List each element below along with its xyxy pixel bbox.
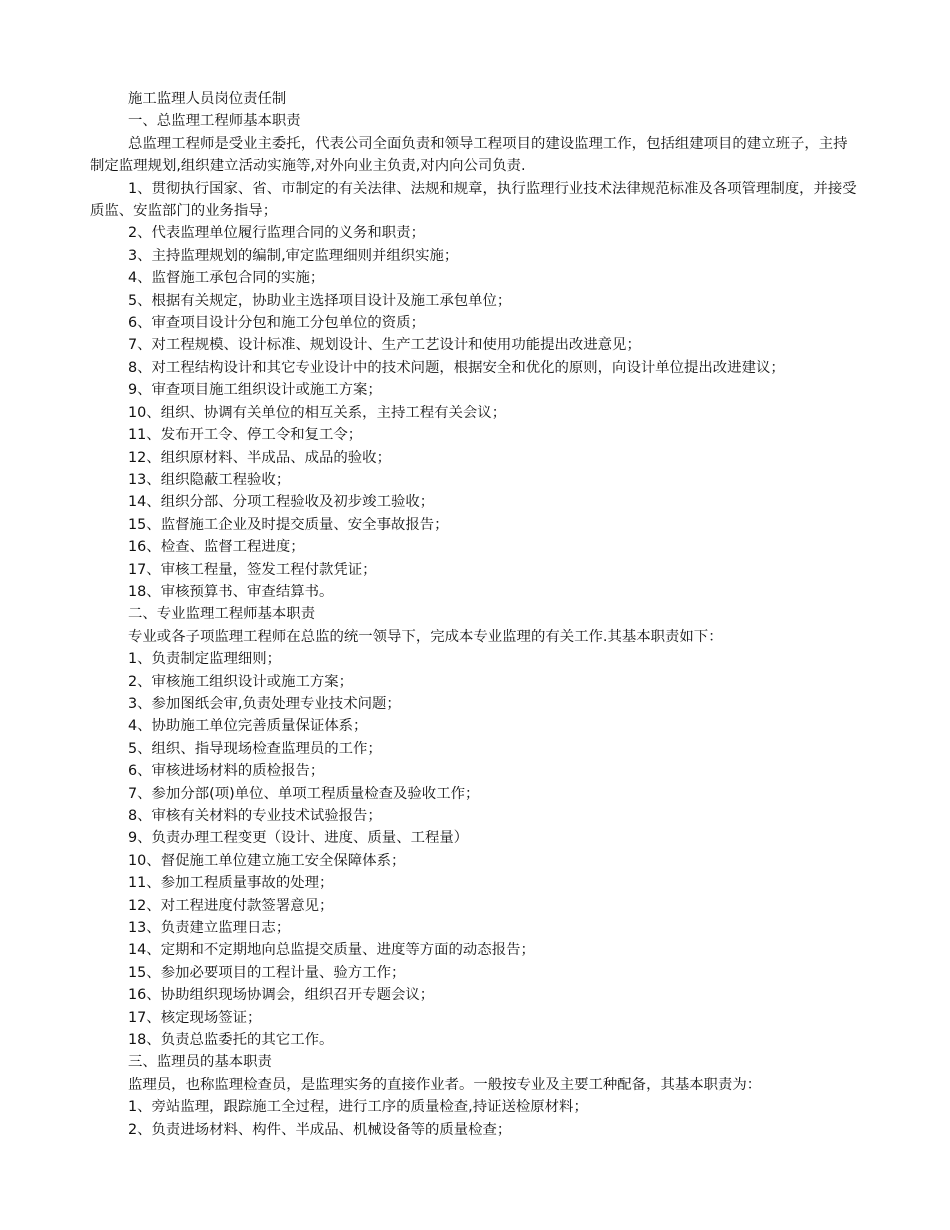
list-item: 17、审核工程量，签发工程付款凭证； <box>128 561 377 578</box>
list-item: 14、组织分部、分项工程验收及初步竣工验收； <box>128 494 435 511</box>
section-1-intro: 总监理工程师是受业主委托，代表公司全面负责和领导工程项目的建设监理工作，包括组建项目的建立班子，主持制定监理规划,组织建立活动实施等,对外向业主负责,对内向公司负责. <box>90 135 848 175</box>
section-3-intro: 监理员，也称监理检查员，是监理实务的直接作业者。一般按专业及主要工种配备，其基本职责为： <box>128 1076 762 1093</box>
section-1-heading: 一、总监理工程师基本职责 <box>128 113 301 130</box>
list-item: 17、核定现场签证； <box>128 1009 262 1026</box>
list-item: 9、负责办理工程变更（设计、进度、质量、工程量） <box>128 830 469 847</box>
list-item: 11、发布开工令、停工令和复工令； <box>128 427 363 444</box>
list-item: 4、协助施工单位完善质量保证体系； <box>128 718 368 735</box>
list-item: 18、负责总监委托的其它工作。 <box>128 1032 334 1049</box>
list-item: 8、审核有关材料的专业技术试验报告； <box>128 808 382 824</box>
list-item: 12、组织原材料、半成品、成品的验收； <box>128 449 391 466</box>
list-item: 6、审核进场材料的质检报告； <box>128 763 325 780</box>
section-2-intro: 专业或各子项监理工程师在总监的统一领导下，完成本专业监理的有关工作.其基本职责如下： <box>128 628 723 645</box>
list-item: 2、审核施工组织设计或施工方案； <box>128 673 354 690</box>
list-item: 9、审查项目施工组织设计或施工方案； <box>128 382 382 399</box>
list-item: 4、监督施工承包合同的实施； <box>128 270 325 287</box>
list-item: 18、审核预算书、审查结算书。 <box>128 583 334 600</box>
section-2-heading: 二、专业监理工程师基本职责 <box>128 606 316 623</box>
list-item: 3、主持监理规划的编制,审定监理细则并组织实施； <box>128 247 459 264</box>
list-item: 7、对工程规模、设计标准、规划设计、生产工艺设计和使用功能提出改进意见； <box>128 337 641 354</box>
section-3-heading: 三、监理员的基本职责 <box>128 1054 272 1071</box>
document-title: 施工监理人员岗位责任制 <box>128 91 287 107</box>
list-item: 8、对工程结构设计和其它专业设计中的技术问题，根据安全和优化的原则，向设计单位提出改进建议； <box>128 359 785 376</box>
list-item: 3、参加图纸会审,负责处理专业技术问题； <box>128 695 401 712</box>
list-item: 13、组织隐蔽工程验收； <box>128 471 291 488</box>
list-item: 5、根据有关规定，协助业主选择项目设计及施工承包单位； <box>128 292 512 309</box>
list-item: 14、定期和不定期地向总监提交质量、进度等方面的动态报告； <box>128 942 535 959</box>
list-item: 13、负责建立监理日志； <box>128 920 291 937</box>
list-item: 6、审查项目设计分包和施工分包单位的资质； <box>128 315 425 332</box>
list-item: 7、参加分部(项)单位、单项工程质量检查及验收工作； <box>128 785 480 802</box>
list-item: 10、督促施工单位建立施工安全保障体系； <box>128 852 406 869</box>
list-item: 2、负责进场材料、构件、半成品、机械设备等的质量检查； <box>128 1121 512 1138</box>
list-item: 16、检查、监督工程进度； <box>128 539 305 556</box>
list-item: 2、代表监理单位履行监理合同的义务和职责； <box>128 225 425 242</box>
list-item: 10、组织、协调有关单位的相互关系，主持工程有关会议； <box>128 404 507 421</box>
list-item: 5、组织、指导现场检查监理员的工作； <box>128 740 382 757</box>
list-item: 15、参加必要项目的工程计量、验方工作； <box>128 964 406 981</box>
list-item: 1、旁站监理，跟踪施工全过程，进行工序的质量检查,持证送检原材料； <box>128 1099 588 1116</box>
list-item: 1、负责制定监理细则； <box>128 651 282 668</box>
list-item: 16、协助组织现场协调会，组织召开专题会议； <box>128 987 435 1004</box>
list-item: 11、参加工程质量事故的处理； <box>128 875 334 892</box>
list-item: 15、监督施工企业及时提交质量、安全事故报告； <box>128 516 449 533</box>
list-item: 12、对工程进度付款签署意见； <box>128 897 334 914</box>
section-1-item-1: 1、贯彻执行国家、省、市制定的有关法律、法规和规章，执行监理行业技术法律规范标准及各项管理制度，并接受质监、安监部门的业务指导； <box>90 180 857 220</box>
